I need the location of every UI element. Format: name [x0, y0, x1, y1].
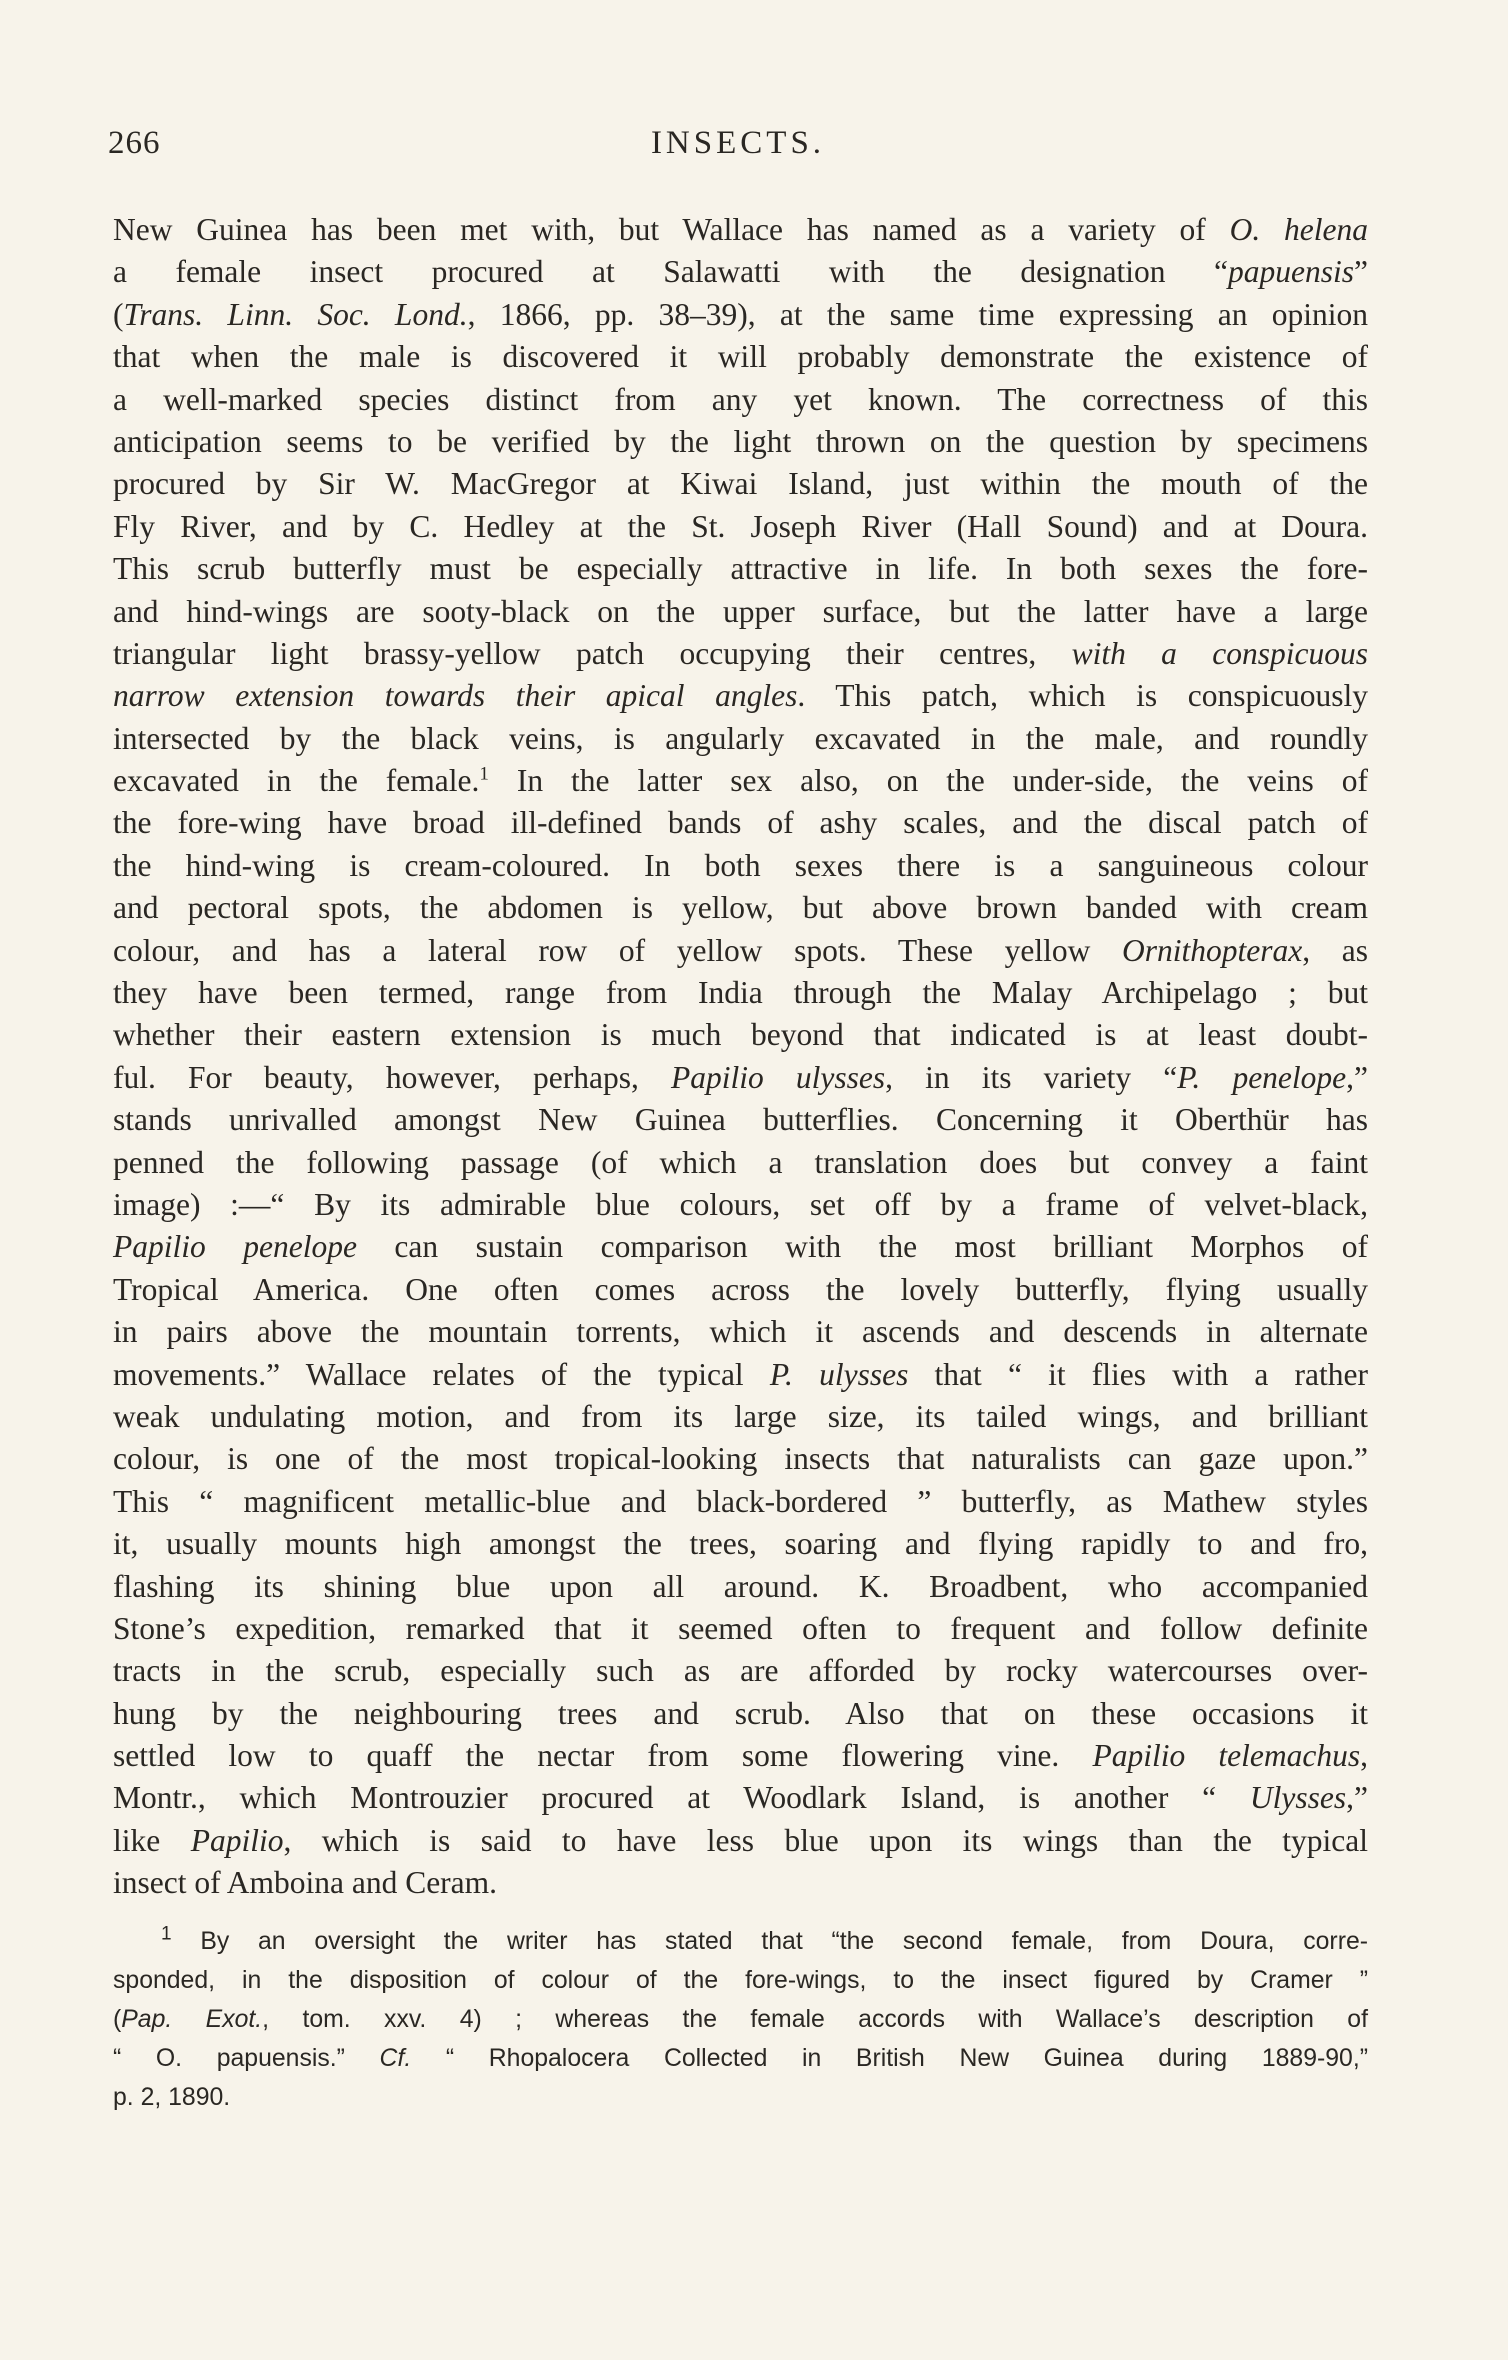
- body-line: [113, 379, 1368, 421]
- text-run: , as: [1302, 932, 1368, 968]
- text-run: excavated in the female.: [113, 763, 480, 799]
- text-run: This scrub butterfly must be especially attractive in life. In both sexes the fore-: [113, 551, 1368, 587]
- body-line: [113, 1269, 1368, 1311]
- body-line: [113, 1777, 1368, 1819]
- italic-run: with a conspicuous: [1071, 635, 1368, 671]
- body-line: [113, 1650, 1368, 1692]
- body-line: [113, 506, 1368, 548]
- italic-run: P. penelope: [1177, 1059, 1347, 1095]
- body-line: [113, 1608, 1368, 1650]
- text-run: can sustain comparison with the most brilliant Morphos of: [356, 1229, 1368, 1265]
- text-run: that “ it flies with a rather: [908, 1356, 1368, 1392]
- text-run: a female insect procured at Salawatti with the designation “: [113, 254, 1229, 290]
- body-line: [113, 1820, 1368, 1862]
- body-line: [113, 802, 1368, 844]
- text-run: the hind-wing is cream-coloured. In both sexes there is a sanguineous colour: [113, 847, 1368, 883]
- text-run: ”: [1354, 254, 1368, 290]
- running-head: INSECTS.: [650, 125, 826, 161]
- italic-run: Trans. Linn. Soc. Lond.: [123, 296, 468, 332]
- body-line: [113, 1354, 1368, 1396]
- body-line: [113, 1184, 1368, 1226]
- text-run: the fore-wing have broad ill-defined bands of ashy scales, and the discal patch of: [113, 805, 1368, 841]
- italic-run: Papilio penelope: [113, 1229, 357, 1265]
- body-line: [113, 633, 1368, 675]
- page-header: [108, 125, 1368, 173]
- body-line: [113, 760, 1368, 802]
- italic-run: Papilio telemachus: [1092, 1738, 1361, 1774]
- text-run: New Guinea has been met with, but Wallace has named as a variety of: [113, 212, 1230, 247]
- text-run: sponded, in the disposition of colour of the fore-wings, to the insect figured by Cramer ”: [113, 1967, 1368, 1994]
- text-run: movements.” Wallace relates of the typical: [113, 1356, 770, 1392]
- text-run: tracts in the scrub, especially such as are afforded by rocky watercourses over-: [113, 1653, 1368, 1689]
- body-line: [113, 294, 1368, 336]
- text-run: intersected by the black veins, is angularly excavated in the male, and roundly: [113, 720, 1368, 756]
- body-line: [113, 1735, 1368, 1777]
- italic-run: Papilio ulysses: [671, 1059, 886, 1095]
- body-line: [113, 209, 1368, 251]
- text-run: penned the following passage (of which a translation does but convey a faint: [113, 1144, 1368, 1180]
- body-line: [113, 336, 1368, 378]
- body-line: [113, 251, 1368, 293]
- text-run: “ O. papuensis.”: [113, 2045, 380, 2072]
- body-line: [113, 1014, 1368, 1056]
- italic-run: Papilio: [190, 1822, 284, 1858]
- body-line: [113, 1142, 1368, 1184]
- body-line: [113, 1311, 1368, 1353]
- text-run: ,”: [1346, 1780, 1368, 1816]
- text-run: . This patch, which is conspicuously: [797, 678, 1368, 714]
- text-run: whether their eastern extension is much beyond that indicated is at least doubt-: [113, 1017, 1368, 1053]
- text-run: in pairs above the mountain torrents, which it ascends and descends in alternate: [113, 1314, 1368, 1350]
- body-line: [113, 591, 1368, 633]
- footnote-line: [113, 1961, 1368, 2000]
- body-line: [113, 421, 1368, 463]
- body-line: [113, 1481, 1368, 1523]
- body-line: [113, 1523, 1368, 1565]
- footnote-marker: 1: [479, 763, 489, 785]
- body-line: [113, 675, 1368, 717]
- text-run: they have been termed, range from India through the Malay Archipelago ; but: [113, 975, 1368, 1011]
- italic-run: O. helena: [1229, 212, 1368, 247]
- footnote-line: [113, 1922, 1368, 1961]
- body-line: [113, 1438, 1368, 1480]
- text-run: colour, and has a lateral row of yellow spots. These yellow: [113, 932, 1123, 968]
- italic-run: narrow extension towards their apical angles: [113, 678, 798, 714]
- body-text: [113, 209, 1368, 1905]
- text-run: “ Rhopalocera Collected in British New Guinea during 1889-90,”: [411, 2045, 1368, 2072]
- text-run: (: [113, 296, 124, 332]
- text-run: , which is said to have less blue upon its wings than the typical: [283, 1822, 1368, 1858]
- text-run: , in its variety “: [885, 1059, 1178, 1095]
- body-line: [113, 1099, 1368, 1141]
- text-run: weak undulating motion, and from its large size, its tailed wings, and brilliant: [113, 1398, 1368, 1434]
- text-run: By an oversight the writer has stated that “the second female, from Doura, corre-: [171, 1928, 1368, 1955]
- text-run: ful. For beauty, however, perhaps,: [113, 1059, 671, 1095]
- footnote-marker: 1: [161, 1923, 172, 1945]
- text-run: Tropical America. One often comes across the lovely butterfly, flying usually: [113, 1271, 1368, 1307]
- text-run: This “ magnificent metallic-blue and black-bordered ” butterfly, as Mathew styles: [113, 1483, 1368, 1519]
- text-run: triangular light brassy-yellow patch occupying their centres,: [113, 635, 1072, 671]
- footnote-line: [113, 2078, 1368, 2117]
- text-run: stands unrivalled amongst New Guinea butterflies. Concerning it Oberthür has: [113, 1102, 1368, 1138]
- text-run: hung by the neighbouring trees and scrub. Also that on these occasions it: [113, 1695, 1368, 1731]
- page-number: 266: [108, 125, 161, 161]
- body-line: [113, 930, 1368, 972]
- text-run: , tom. xxv. 4) ; whereas the female accords with Wallace’s description of: [262, 2006, 1368, 2033]
- body-line: [113, 1396, 1368, 1438]
- footnote-line: [113, 2000, 1368, 2039]
- body-line: [113, 1057, 1368, 1099]
- text-run: that when the male is discovered it will probably demonstrate the existence of: [113, 339, 1368, 375]
- text-run: a well-marked species distinct from any yet known. The correctness of this: [113, 381, 1368, 417]
- italic-run: P. ulysses: [769, 1356, 909, 1392]
- text-run: colour, is one of the most tropical-looking insects that naturalists can gaze upon.”: [113, 1441, 1368, 1477]
- body-line: [113, 887, 1368, 929]
- italic-run: Ornithopterax: [1122, 932, 1303, 968]
- text-run: p. 2, 1890.: [113, 2084, 231, 2111]
- text-run: Montr., which Montrouzier procured at Woodlark Island, is another “: [113, 1780, 1250, 1816]
- text-run: image) :—“ By its admirable blue colours, set off by a frame of velvet-black,: [113, 1186, 1368, 1222]
- body-line: [113, 1862, 1368, 1904]
- body-line: [113, 845, 1368, 887]
- footnotes: [113, 1922, 1368, 2117]
- body-line: [113, 548, 1368, 590]
- text-run: and hind-wings are sooty-black on the upper surface, but the latter have a large: [113, 593, 1368, 629]
- text-run: insect of Amboina and Ceram.: [113, 1865, 498, 1901]
- body-line: [113, 463, 1368, 505]
- italic-run: Pap. Exot.: [121, 2006, 263, 2033]
- text-run: flashing its shining blue upon all around. K. Broadbent, who accompanied: [113, 1568, 1368, 1604]
- text-run: anticipation seems to be verified by the light thrown on the question by specimens: [113, 423, 1368, 459]
- body-line: [113, 1693, 1368, 1735]
- text-run: procured by Sir W. MacGregor at Kiwai Island, just within the mouth of the: [113, 466, 1368, 502]
- body-line: [113, 972, 1368, 1014]
- text-run: ,”: [1346, 1059, 1368, 1095]
- body-line: [113, 1226, 1368, 1268]
- text-run: ,: [1360, 1738, 1368, 1774]
- italic-run: Ulysses: [1249, 1780, 1347, 1816]
- text-run: , 1866, pp. 38–39), at the same time expressing an opinion: [467, 296, 1368, 332]
- text-run: like: [113, 1822, 191, 1858]
- italic-run: Cf.: [379, 2045, 412, 2072]
- body-line: [113, 718, 1368, 760]
- text-run: Fly River, and by C. Hedley at the St. Joseph River (Hall Sound) and at Doura.: [113, 508, 1368, 544]
- text-run: and pectoral spots, the abdomen is yellow, but above brown banded with cream: [113, 890, 1368, 926]
- text-run: Stone’s expedition, remarked that it seemed often to frequent and follow definite: [113, 1610, 1368, 1646]
- text-run: it, usually mounts high amongst the trees, soaring and flying rapidly to and fro,: [113, 1526, 1368, 1562]
- text-run: (: [113, 2006, 122, 2033]
- text-run: In the latter sex also, on the under-side, the veins of: [488, 763, 1368, 799]
- footnote-line: [113, 2039, 1368, 2078]
- italic-run: papuensis: [1228, 254, 1355, 290]
- body-line: [113, 1566, 1368, 1608]
- text-run: settled low to quaff the nectar from some flowering vine.: [113, 1738, 1093, 1774]
